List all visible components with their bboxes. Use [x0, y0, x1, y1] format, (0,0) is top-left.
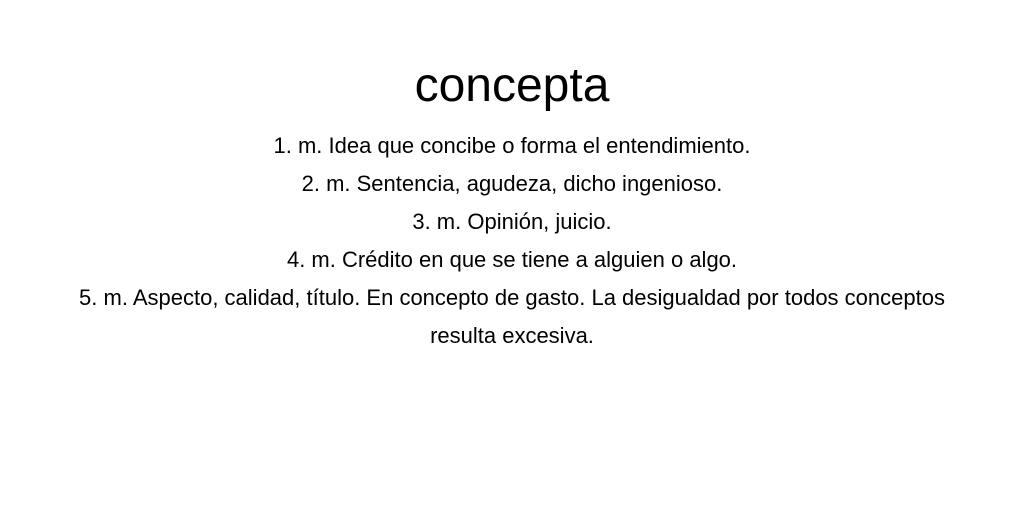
- definition-item: 2. m. Sentencia, agudeza, dicho ingenioso.: [301, 171, 723, 196]
- definition-item: 3. m. Opinión, juicio.: [412, 209, 612, 234]
- definition-list: [62, 127, 962, 355]
- headword: concepta: [414, 59, 610, 112]
- definition-item: 5. m. Aspecto, calidad, título. En concepto de gasto. La desigualdad por todos conceptos resulta excesiva.: [79, 285, 945, 348]
- definition-item: 1. m. Idea que concibe o forma el entendimiento.: [273, 133, 751, 158]
- definition-item: 4. m. Crédito en que se tiene a alguien o algo.: [286, 247, 738, 272]
